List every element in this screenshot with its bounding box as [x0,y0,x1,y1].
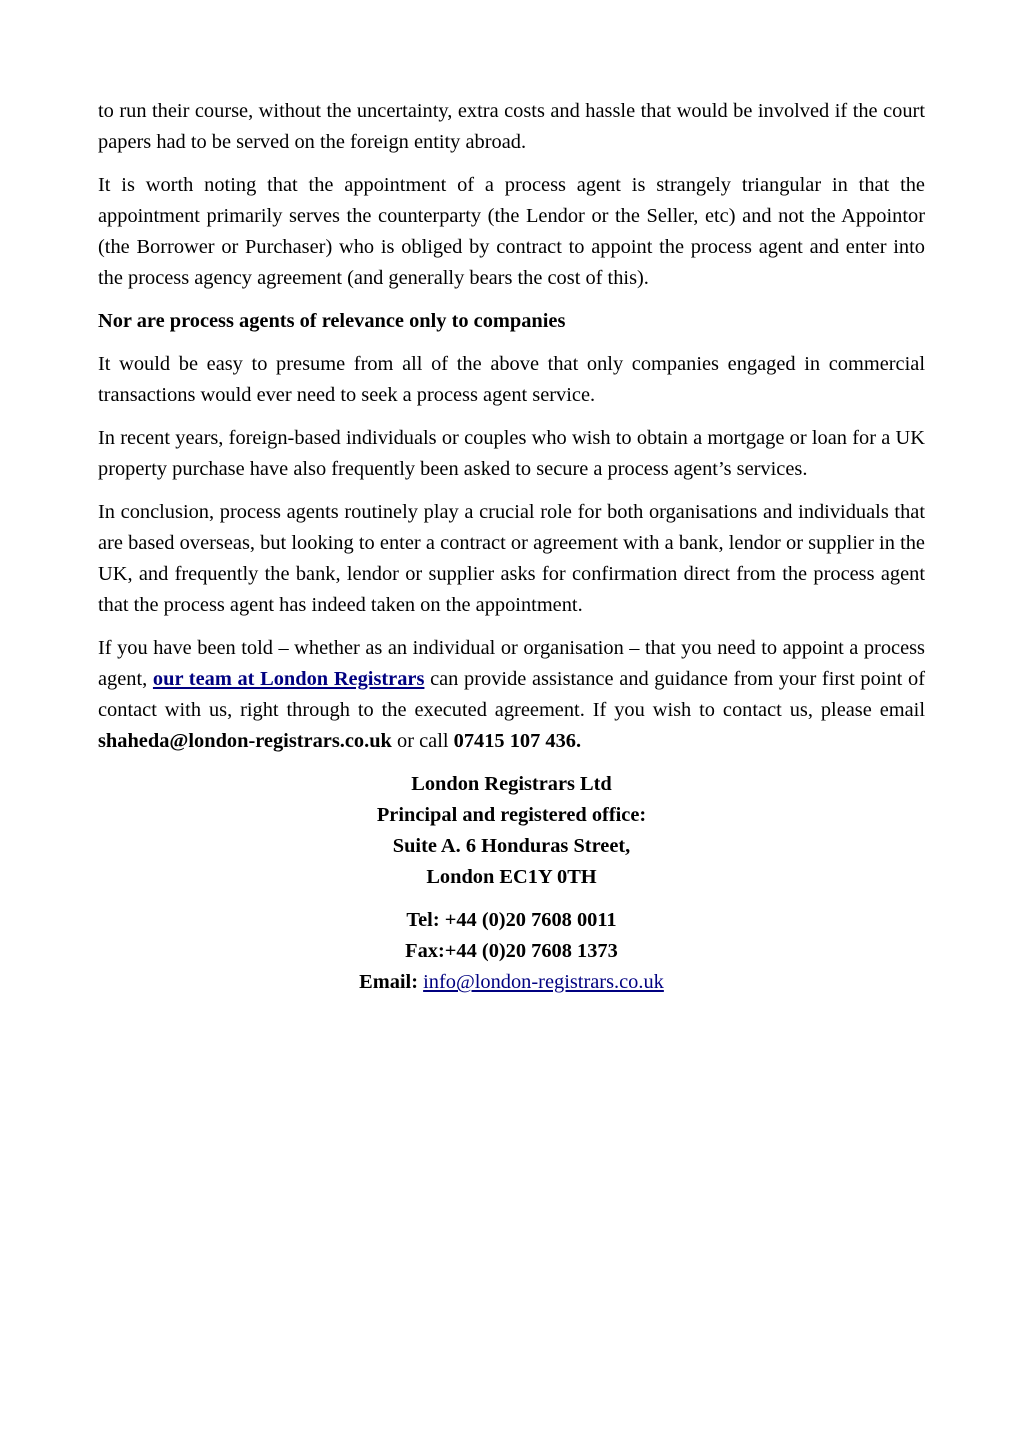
company-address-block [98,769,925,893]
office-label: Principal and registered office: [376,804,647,826]
contact-intro-text: If you have been told – whether as an individual or organisation – that you need to appoint a process agent, [98,637,925,690]
paragraph-companies-presumption: It would be easy to presume from all of the above that only companies engaged in commercial transactions would ever need to seek a process agent service. [98,353,925,406]
team-link[interactable]: our team at London Registrars [152,668,425,690]
company-name: London Registrars Ltd [411,773,612,795]
email-label: Email: [359,971,424,993]
contact-middle-text: can provide assistance and guidance from your first point of contact with us, right through to the executed agreement. If you wish to contact us, please email [98,668,925,721]
contact-phone: 07415 107 436. [453,730,582,752]
paragraph-service-abroad: to run their course, without the uncertainty, extra costs and hassle that would be involved if the court papers had to be served on the foreign entity abroad. [98,100,925,153]
address-line-2: London EC1Y 0TH [426,866,597,888]
email-line [98,967,925,998]
email-link[interactable]: info@london-registrars.co.uk [423,971,664,993]
section-heading: Nor are process agents of relevance only to companies [98,310,566,332]
contact-call-text: or call [391,730,454,752]
paragraph-triangular-appointment: It is worth noting that the appointment of a process agent is strangely triangular in that the appointment primarily serves the counterparty (the Lendor or the Seller, etc) and not the Appointor (the Borrower or Purchaser) who is obliged by contract to appoint the process agent and enter into the process agency agreement (and generally bears the cost of this). [98,174,925,289]
address-line-1: Suite A. 6 Honduras Street, [392,835,631,857]
fax-line: Fax:+44 (0)20 7608 1373 [405,940,618,962]
telephone-line: Tel: +44 (0)20 7608 0011 [406,909,617,931]
paragraph-conclusion: In conclusion, process agents routinely play a crucial role for both organisations and individuals that are based overseas, but looking to enter a contract or agreement with a bank, lendor or supplier in the UK, and frequently the bank, lendor or supplier asks for confirmation direct from the process agent that the process agent has indeed taken on the appointment. [98,501,925,616]
company-contact-block [98,905,925,998]
paragraph-individuals-mortgage: In recent years, foreign-based individuals or couples who wish to obtain a mortgage or loan for a UK property purchase have also frequently been asked to secure a process agent’s services. [98,427,925,480]
contact-email: shaheda@london-registrars.co.uk [98,730,392,752]
document-page [98,96,925,1010]
paragraph-contact [98,633,925,757]
